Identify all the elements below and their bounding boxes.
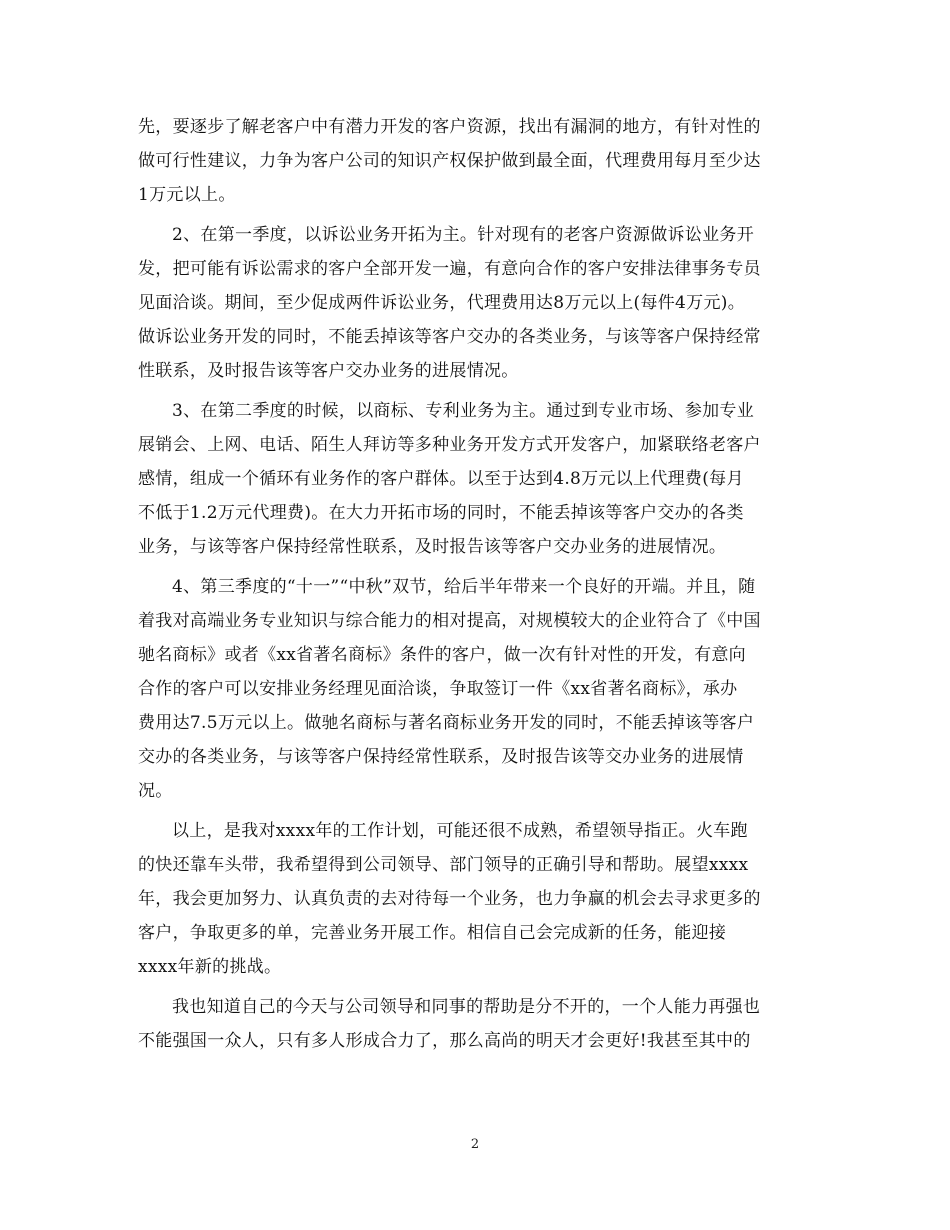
text-line: xxxx年新的挑战。 [138, 957, 282, 977]
text-line: 不能强国一众人，只有多人形成合力了，那么高尚的明天才会更好!我甚至其中的 [138, 1031, 751, 1051]
text-line: 以上，是我对xxxx年的工作计划，可能还很不成熟，希望领导指正。火车跑 [172, 821, 748, 841]
paragraph [138, 570, 818, 808]
text-line: 见面洽谈。期间，至少促成两件诉讼业务，代理费用达8万元以上(每件4万元)。 [138, 293, 745, 313]
text-line: 客户，争取更多的单，完善业务开展工作。相信自己会完成新的任务，能迎接 [138, 923, 727, 943]
text-line: 的快还靠车头带，我希望得到公司领导、部门领导的正确引导和帮助。展望xxxx [138, 855, 749, 875]
text-line: 业务，与该等客户保持经常性联系，及时报告该等客户交办业务的进展情况。 [138, 537, 727, 557]
page-number: 2 [470, 1137, 480, 1152]
text-line: 驰名商标》或者《xx省著名商标》条件的客户，做一次有针对性的开发，有意向 [138, 645, 746, 665]
text-line: 展销会、上网、电话、陌生人拜访等多种业务开发方式开发客户，加紧联络老客户 [138, 435, 761, 455]
text-line: 4、第三季度的“十一”“中秋”双节，给后半年带来一个良好的开端。并且，随 [172, 577, 756, 597]
paragraph [138, 814, 818, 984]
text-line: 感情，组成一个循环有业务作的客户群体。以至于达到4.8万元以上代理费(每月 [138, 469, 744, 489]
paragraph [138, 218, 818, 388]
paragraph [138, 110, 818, 212]
text-line: 况。 [138, 781, 173, 801]
text-line: 不低于1.2万元代理费)。在大力开拓市场的同时，不能丢掉该等客户交办的各类 [138, 503, 744, 523]
text-line: 3、在第二季度的时候，以商标、专利业务为主。通过到专业市场、参加专业 [172, 401, 755, 421]
text-line: 1万元以上。 [138, 185, 236, 205]
text-line: 做可行性建议，力争为客户公司的知识产权保护做到最全面，代理费用每月至少达 [138, 151, 761, 171]
text-line: 着我对高端业务专业知识与综合能力的相对提高，对规模较大的企业符合了《中国 [138, 611, 761, 631]
paragraph [138, 990, 818, 1058]
text-line: 发，把可能有诉讼需求的客户全部开发一遍，有意向合作的客户安排法律事务专员 [138, 259, 761, 279]
text-line: 费用达7.5万元以上。做驰名商标与著名商标业务开发的同时，不能丢掉该等客户 [138, 713, 755, 733]
text-line: 2、在第一季度，以诉讼业务开拓为主。针对现有的老客户资源做诉讼业务开 [172, 225, 755, 245]
text-line: 合作的客户可以安排业务经理见面洽谈，争取签订一件《xx省著名商标》，承办 [138, 679, 738, 699]
text-line: 交办的各类业务，与该等客户保持经常性联系，及时报告该等交办业务的进展情 [138, 747, 744, 767]
text-line: 年，我会更加努力、认真负责的去对待每一个业务，也力争赢的机会去寻求更多的 [138, 889, 761, 909]
text-line: 性联系，及时报告该等客户交办业务的进展情况。 [138, 361, 519, 381]
text-line: 先，要逐步了解老客户中有潜力开发的客户资源，找出有漏洞的地方，有针对性的 [138, 117, 761, 137]
body-text [138, 110, 818, 1064]
paragraph [138, 394, 818, 564]
text-line: 我也知道自己的今天与公司领导和同事的帮助是分不开的，一个人能力再强也 [172, 997, 761, 1017]
text-line: 做诉讼业务开发的同时，不能丢掉该等客户交办的各类业务，与该等客户保持经常 [138, 327, 761, 347]
